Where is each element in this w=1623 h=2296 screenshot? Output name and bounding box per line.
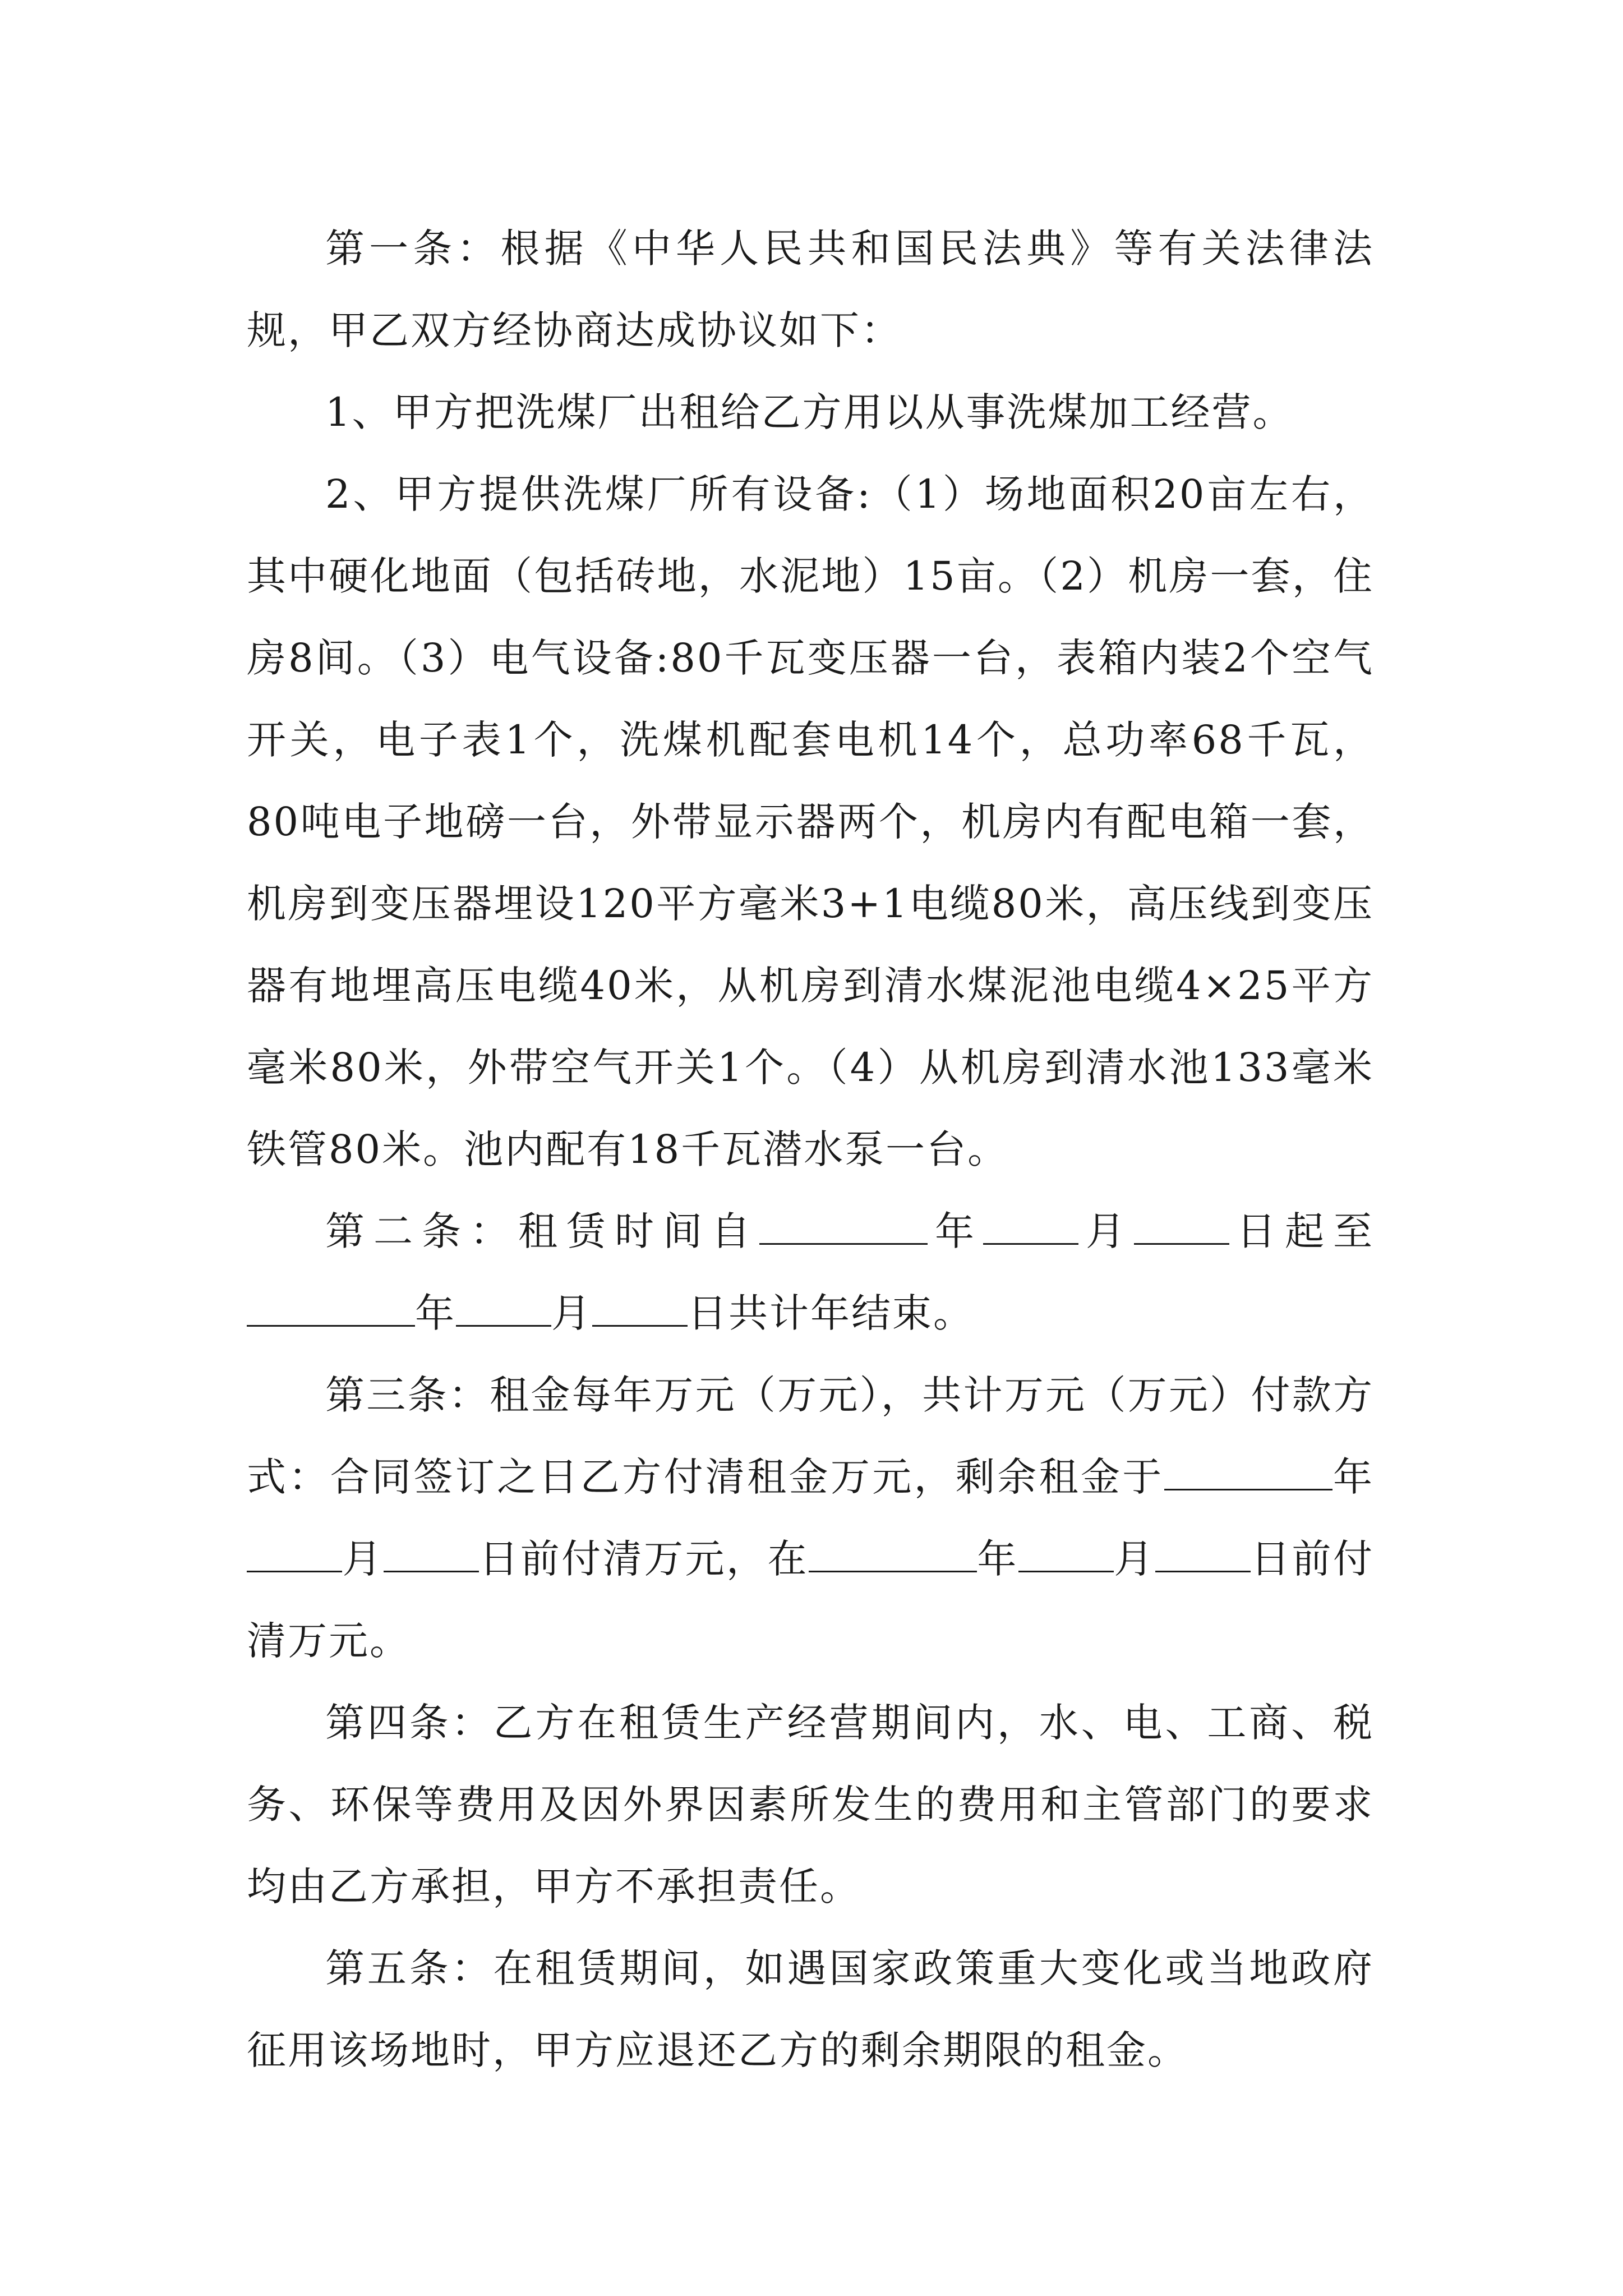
blank-day-start [1134, 1209, 1229, 1245]
blank-month-start [983, 1209, 1078, 1245]
document-body [247, 208, 1374, 2091]
blank-year-end [247, 1291, 415, 1327]
article-3-text-2: 日前付清万元，在 [478, 1536, 809, 1582]
article-2-year-label: 年 [928, 1208, 983, 1254]
article-2-day-end: 日共计年结束。 [688, 1290, 974, 1336]
blank-pay-day-2 [1155, 1537, 1251, 1572]
article-5: 第五条：在租赁期间，如遇国家政策重大变化或当地政府征用该场地时，甲方应退还乙方的剩余期限的租金。 [247, 1945, 1374, 2073]
article-2-year-label-2: 年 [415, 1290, 456, 1336]
blank-year-start [759, 1209, 928, 1245]
article-4: 第四条：乙方在租赁生产经营期间内，水、电、工商、税务、环保等费用及因外界因素所发生的费用和主管部门的要求均由乙方承担，甲方不承担责任。 [247, 1700, 1374, 1910]
article-2 [247, 1190, 1374, 1354]
article-1-item-2: 2、甲方提供洗煤厂所有设备:（1）场地面积20亩左右，其中硬化地面（包括砖地，水泥地）15亩。（2）机房一套，住房8间。（3）电气设备:80千瓦变压器一台，表箱内装2个空气开关，电子表1个，洗煤机配套电机14个，总功率68千瓦，80吨电子地磅一台，外带显示器两个，机房内有配电箱一套，机房到变压器埋设120平方毫米3+1电缆80米，高压线到变压器有地埋高压电缆40米，从机房到清水煤泥池电缆4×25平方毫米80米，外带空气开关1个。（4）从机房到清水池133毫米铁管80米。池内配有18千瓦潜水泵一台。 [247, 471, 1374, 1172]
article-1-intro: 第一条：根据《中华人民共和国民法典》等有关法律法规，甲乙双方经协商达成协议如下： [247, 226, 1374, 353]
article-2-month-label-2: 月 [551, 1290, 592, 1336]
blank-pay-day-1 [384, 1537, 479, 1572]
article-2-prefix: 第二条：租赁时间自 [325, 1208, 759, 1254]
article-2-month-label: 月 [1078, 1208, 1134, 1254]
article-3-year-label: 年 [1332, 1454, 1375, 1500]
article-3-text-1: 第三条：租金每年万元（万元），共计万元（万元）付款方式：合同签订之日乙方付清租金万元，剩余租金于 [247, 1372, 1374, 1500]
article-3-text-3: 日前付清万元。 [247, 1536, 1375, 1664]
article-3-month-label-2: 月 [1113, 1536, 1155, 1582]
article-2-day-from: 日起至 [1229, 1208, 1374, 1254]
article-3-month-label: 月 [342, 1536, 384, 1582]
article-1-item-1: 1、甲方把洗煤厂出租给乙方用以从事洗煤加工经营。 [325, 389, 1294, 435]
blank-pay-year-1 [1164, 1455, 1332, 1490]
blank-day-end [592, 1291, 688, 1327]
article-3-year-label-2: 年 [976, 1536, 1018, 1582]
blank-pay-year-2 [809, 1537, 977, 1572]
blank-pay-month-2 [1018, 1537, 1114, 1572]
blank-pay-month-1 [247, 1537, 342, 1572]
article-3 [247, 1354, 1374, 1682]
blank-month-end [456, 1291, 551, 1327]
